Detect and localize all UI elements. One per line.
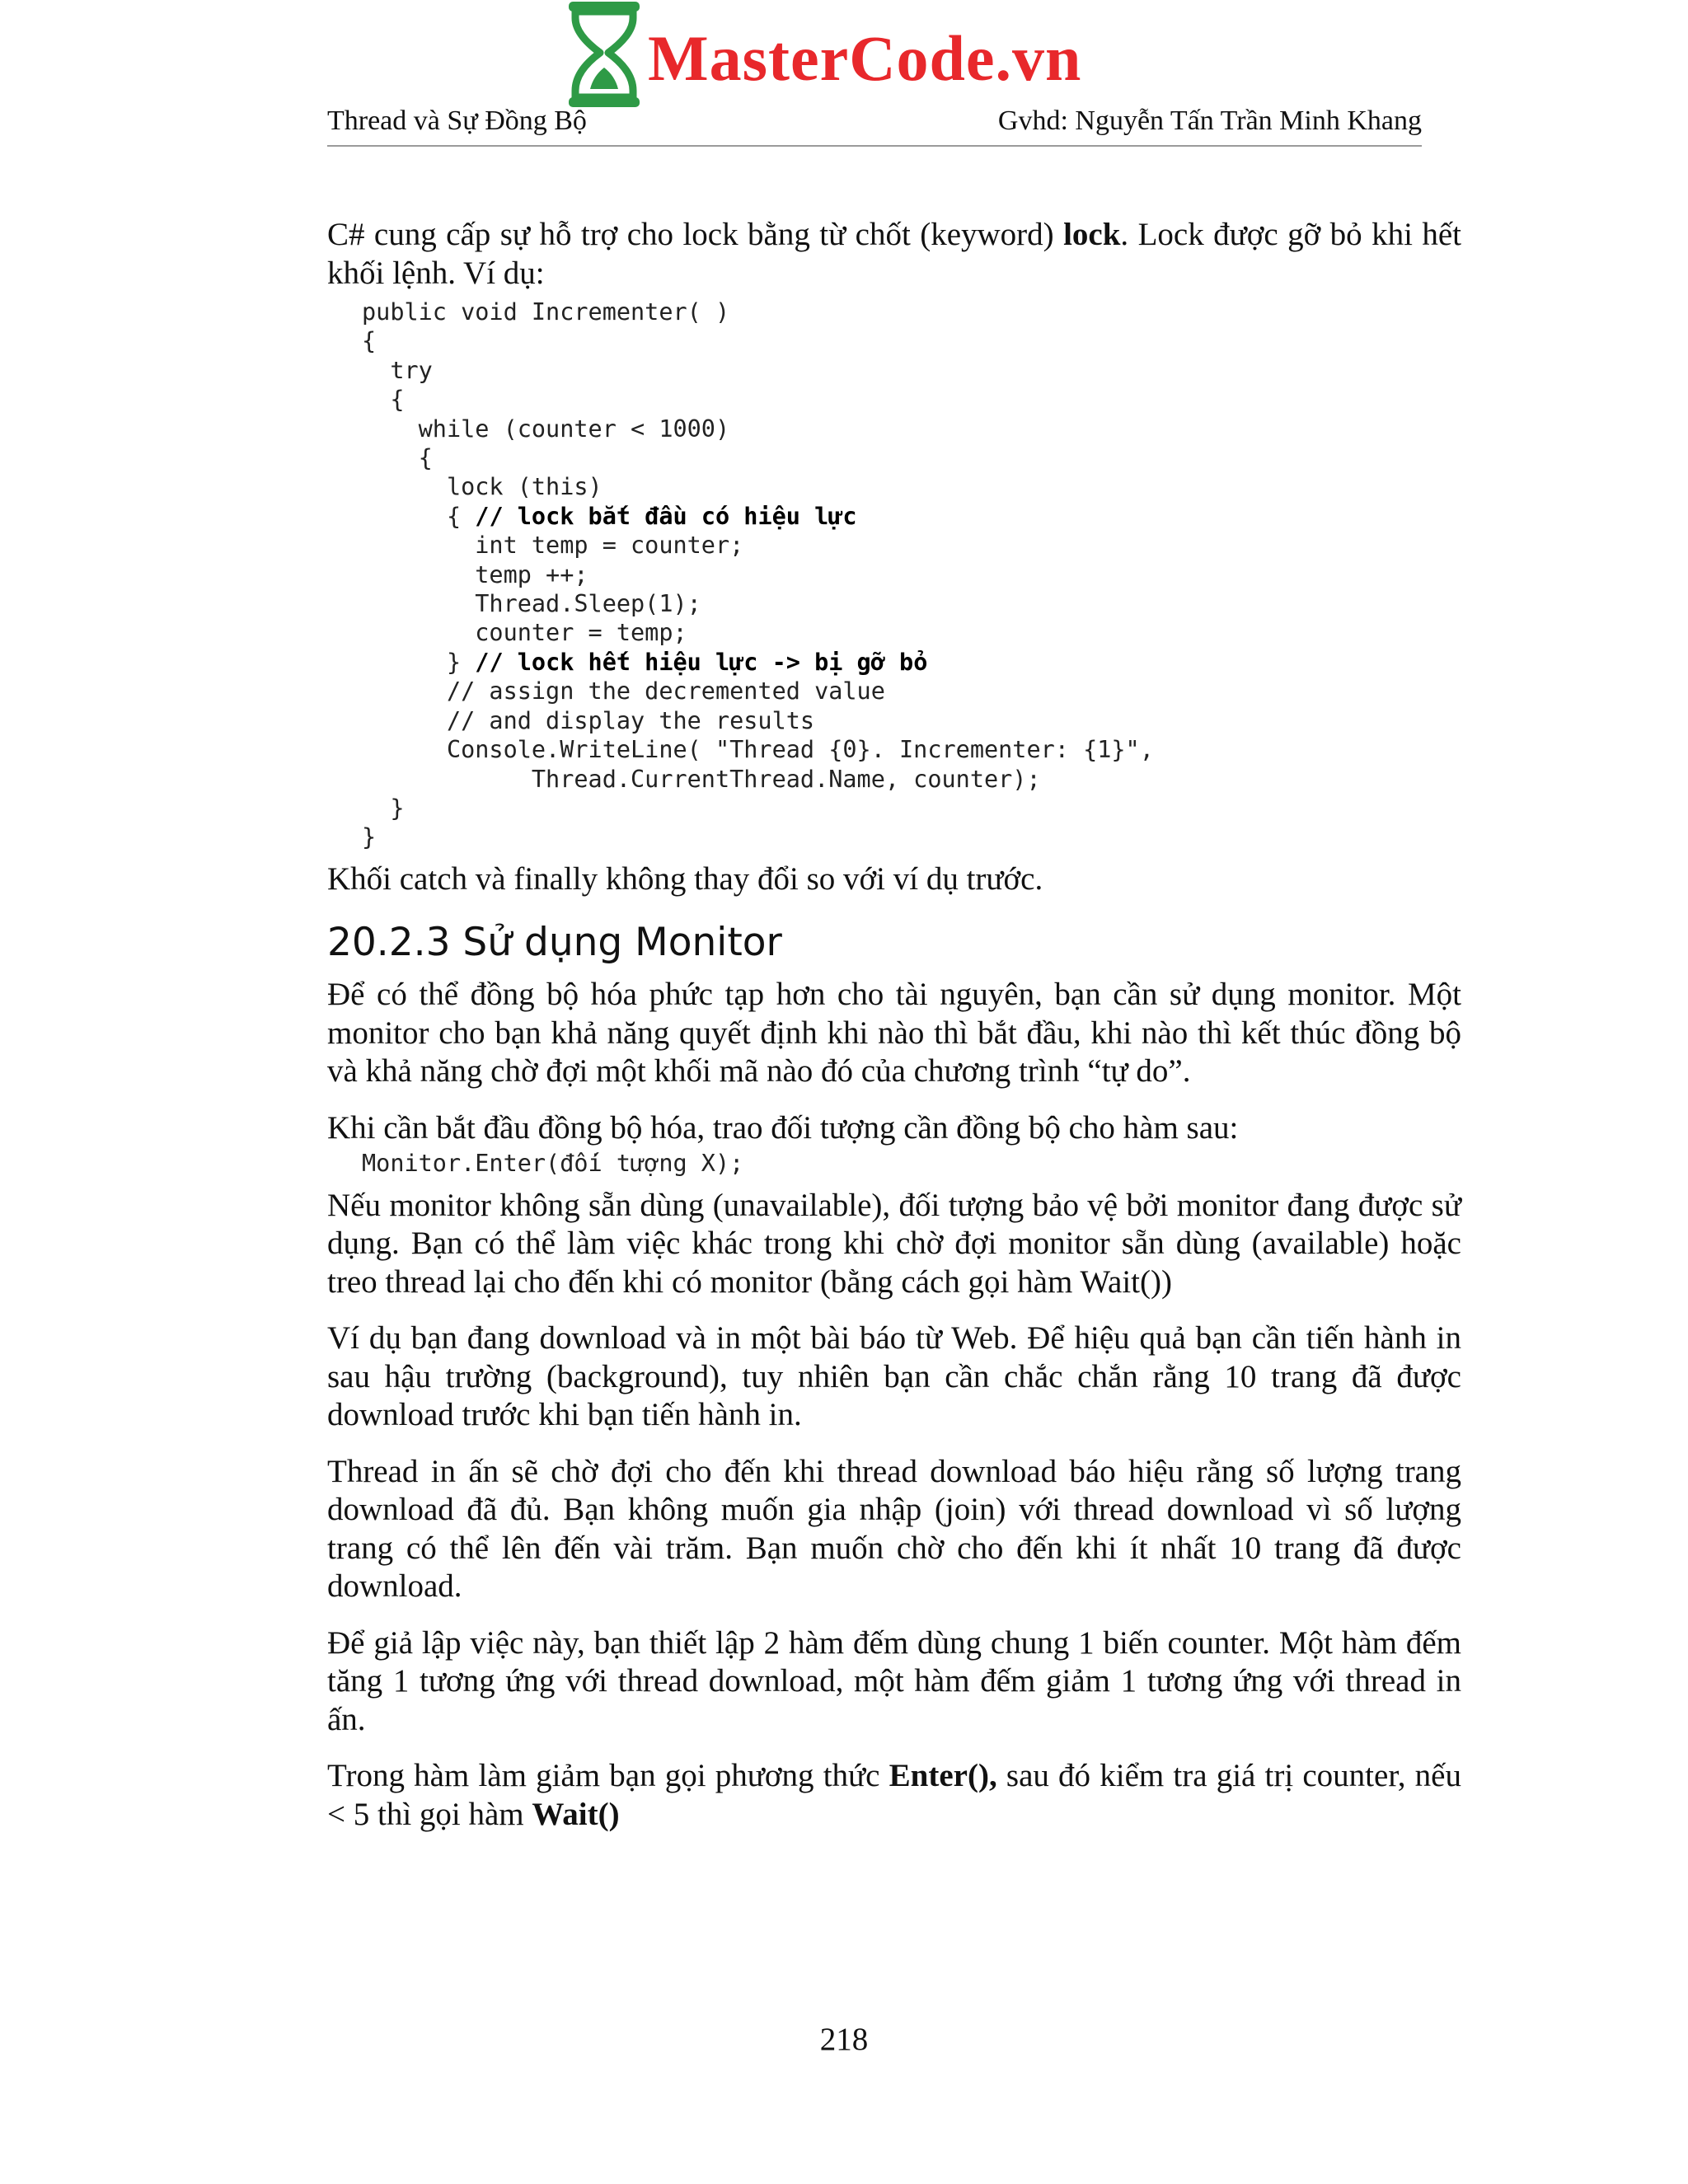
intro-text: C# cung cấp sự hỗ trợ cho lock bằng từ chốt (keyword) [327,217,1064,252]
code-line: // and display the results [362,706,815,734]
page-number: 218 [819,2022,869,2057]
intro-text-end: . Lock được gỡ bỏ khi hết khối lệnh. Ví dụ: [327,217,1462,291]
paragraph-1: Để có thể đồng bộ hóa phức tạp hơn cho tài nguyên, bạn cần sử dụng monitor. Một monitor cho bạn khả năng quyết định khi nào thì bắt đầu, khi nào thì kết thúc đồng bộ và khả năng chờ đợi một khối mã nào đó của chương trình “tự do”. [327,977,1461,1090]
code-line: Thread.CurrentThread.Name, counter); [362,765,1041,793]
code-comment-bold: // lock hết hiệu lực -> bị gỡ bỏ [475,648,928,676]
paragraph-5: Thread in ấn sẽ chờ đợi cho đến khi thread download báo hiệu rằng số lượng trang download đã đủ. Bạn không muốn gia nhập (join) với thread download vì số lượng trang có thể lên đến vài trăm. Bạn muốn chờ cho đến khi ít nhất 10 trang đã được download. [327,1453,1461,1605]
instructor-name: Gvhd: Nguyễn Tấn Trần Minh Khang [997,105,1422,136]
code-line: // assign the decremented value [362,677,885,705]
code-line: int temp = counter; [362,532,744,560]
logo [565,0,1142,107]
code-line: { [362,327,377,355]
code-brace: } [362,648,476,676]
para7-text: Trong hàm làm giảm bạn gọi phương thức [327,1758,889,1794]
code-line [362,502,1461,531]
paragraph-2: Khi cần bắt đầu đồng bộ hóa, trao đối tượng cần đồng bộ cho hàm sau: [327,1109,1239,1146]
hourglass-icon [565,0,645,107]
code-block [362,298,1461,852]
code-line: } [362,823,377,851]
code-line: Console.WriteLine( "Thread {0}. Incrementer: {1}", [362,736,1154,764]
code-line: { [362,444,433,472]
page-header [327,104,1422,147]
code-line: Thread.Sleep(1); [362,590,701,618]
paragraph-7 [327,1757,1461,1834]
code-line: { [362,386,405,414]
section-heading: 20.2.3 Sử dụng Monitor [327,920,782,966]
code-line: public void Incrementer( ) [362,298,730,326]
enter-method: Enter(), [889,1758,997,1794]
after-code-paragraph: Khối catch và finally không thay đổi so với ví dụ trước. [327,860,1043,897]
monitor-enter-code: Monitor.Enter(đối tượng X); [362,1150,744,1178]
para7-text-2: sau đó kiểm tra giá trị counter, nếu < 5 thì gọi hàm [327,1758,1461,1832]
paragraph-4: Ví dụ bạn đang download và in một bài báo từ Web. Để hiệu quả bạn cần tiến hành in sau hậu trường (background), tuy nhiên bạn cần chắc chắn rằng 10 trang đã được download trước khi bạn tiến hành in. [327,1320,1461,1433]
code-brace: { [362,502,476,530]
code-line: } [362,794,405,822]
brand-name: MasterCode.vn [648,22,1082,94]
wait-method: Wait() [532,1796,620,1832]
lock-keyword: lock [1063,217,1121,252]
code-line: lock (this) [362,473,603,501]
intro-paragraph [327,216,1461,293]
paragraph-6: Để giả lập việc này, bạn thiết lập 2 hàm đếm dùng chung 1 biến counter. Một hàm đếm tăng 1 tương ứng với thread download, một hàm đếm giảm 1 tương ứng với thread in ấn. [327,1624,1461,1737]
code-line: while (counter < 1000) [362,415,730,443]
chapter-title: Thread và Sự Đồng Bộ [327,105,587,136]
paragraph-3: Nếu monitor không sẵn dùng (unavailable), đối tượng bảo vệ bởi monitor đang được sử dụng. Bạn có thể làm việc khác trong khi chờ đợi monitor sẵn dùng (available) hoặc treo thread lại cho đến khi có monitor (bằng cách gọi hàm Wait()) [327,1187,1461,1300]
code-comment-bold: // lock bắt đầu có hiệu lực [475,502,857,530]
code-line: counter = temp; [362,619,687,647]
code-line [362,648,1461,677]
code-line: try [362,356,433,384]
code-line: temp ++; [362,560,588,588]
page-content [327,216,1461,1834]
